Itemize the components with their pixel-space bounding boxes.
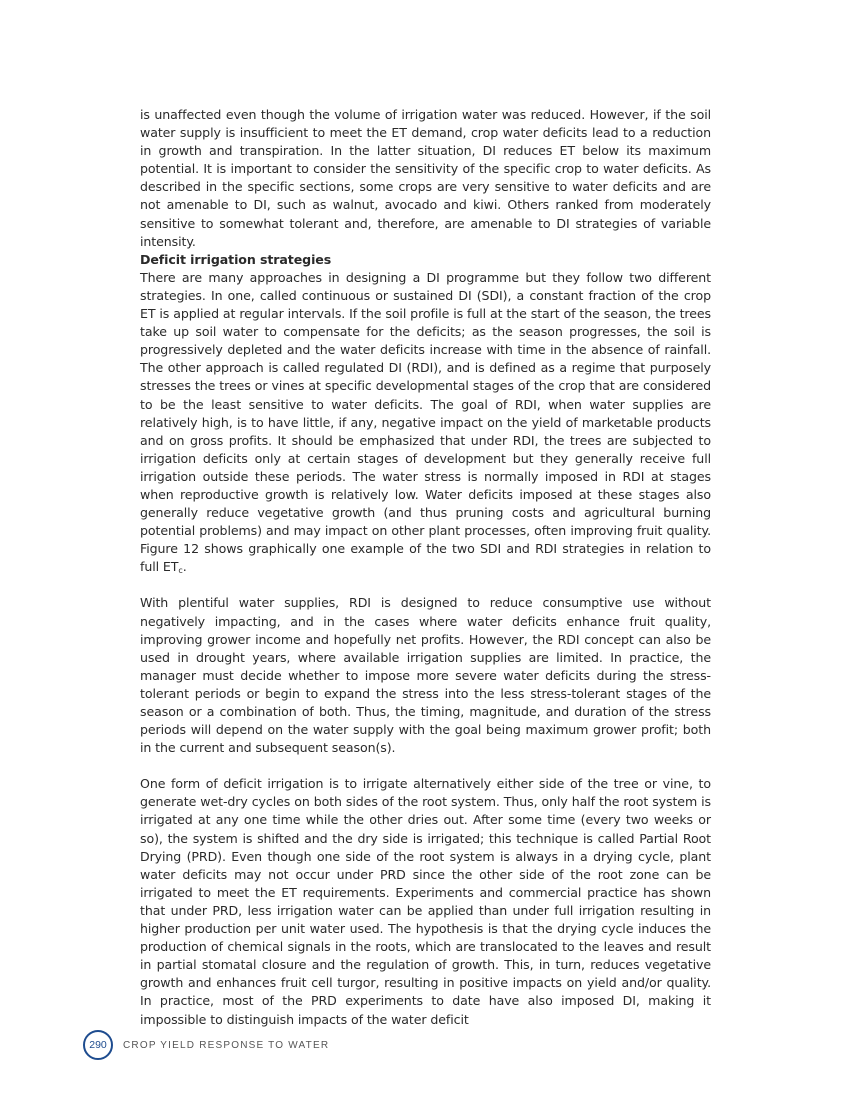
running-title: CROP YIELD RESPONSE TO WATER xyxy=(123,1039,330,1051)
section-heading: Deficit irrigation strategies xyxy=(140,251,332,267)
page-number: 290 xyxy=(89,1039,107,1051)
paragraph-2 xyxy=(140,269,711,577)
page-number-badge xyxy=(83,1030,113,1060)
paragraph-1: is unaffected even though the volume of irrigation water was reduced. However, if the soil water supply is insufficient to meet the ET demand, crop water deficits lead to a reduction in growth and transpiration. In the latter situation, DI reduces ET below its maximum potential. It is important to consider the sensitivity of the specific crop to water deficits. As described in the specific sections, some crops are very sensitive to water deficits and are not amenable to DI, such as walnut, avocado and kiwi. Others ranked from moderately sensitive to somewhat tolerant and, therefore, are amenable to DI strategies of variable intensity. xyxy=(140,107,711,249)
paragraph-2-end: . xyxy=(182,559,187,575)
paragraph-3: With plentiful water supplies, RDI is designed to reduce consumptive use without negatively impacting, and in the cases where water deficits enhance fruit quality, improving grower income and hopefully net profits. However, the RDI concept can also be used in drought years, where available irrigation supplies are limited. In practice, the manager must decide whether to impose more severe water deficits during the stress-tolerant periods or begin to expand the stress into the less stress-tolerant stages of the season or a combination of both. Thus, the timing, magnitude, and duration of the stress periods will depend on the water supply with the goal being maximum grower profit; both in the current and subsequent season(s). xyxy=(140,595,711,756)
page-body xyxy=(140,106,711,1029)
paragraph-2-text: There are many approaches in designing a DI programme but they follow two different strategies. In one, called continuous or sustained DI (SDI), a constant fraction of the crop ET is applied at regular intervals. If the soil profile is full at the start of the season, the trees take up soil water to compensate for the deficits; as the season progresses, the soil is progressively depleted and the water deficits increase with time in the absence of rainfall. The other approach is called regulated DI (RDI), and is defined as a regime that purposely stresses the trees or vines at specific developmental stages of the crop that are considered to be the least sensitive to water deficits. The goal of RDI, when water supplies are relatively high, is to have little, if any, negative impact on the yield of marketable products and on gross profits. It should be emphasized that under RDI, the trees are subjected to irrigation deficits only at certain stages of development but they generally receive full irrigation outside these periods. The water stress is normally imposed in RDI at stages when reproductive growth is relatively low. Water deficits imposed at these stages also generally reduce vegetative growth (and thus pruning costs and agricultural burning potential problems) and may impact on other plant processes, often improving fruit quality. Figure 12 shows graphically one example of the two SDI and RDI strategies in relation to full ET xyxy=(140,269,711,575)
paragraph-4: One form of deficit irrigation is to irrigate alternatively either side of the tree or vine, to generate wet-dry cycles on both sides of the root system. Thus, only half the root system is irrigated at any one time while the other dries out. After some time (every two weeks or so), the system is shifted and the dry side is irrigated; this technique is called Partial Root Drying (PRD). Even though one side of the root system is always in a drying cycle, plant water deficits may not occur under PRD since the other side of the root zone can be irrigated to meet the ET requirements. Experiments and commercial practice has shown that under PRD, less irrigation water can be applied than under full irrigation resulting in higher production per unit water used. The hypothesis is that the drying cycle induces the production of chemical signals in the roots, which are translocated to the leaves and result in partial stomatal closure and the regulation of growth. This, in turn, reduces vegetative growth and enhances fruit cell turgor, resulting in positive impacts on yield and/or quality. In practice, most of the PRD experiments to date have also imposed DI, making it impossible to distinguish impacts of the water deficit xyxy=(140,776,711,1027)
paragraph-2-subscript: c xyxy=(178,566,183,576)
page-footer xyxy=(83,1030,329,1060)
